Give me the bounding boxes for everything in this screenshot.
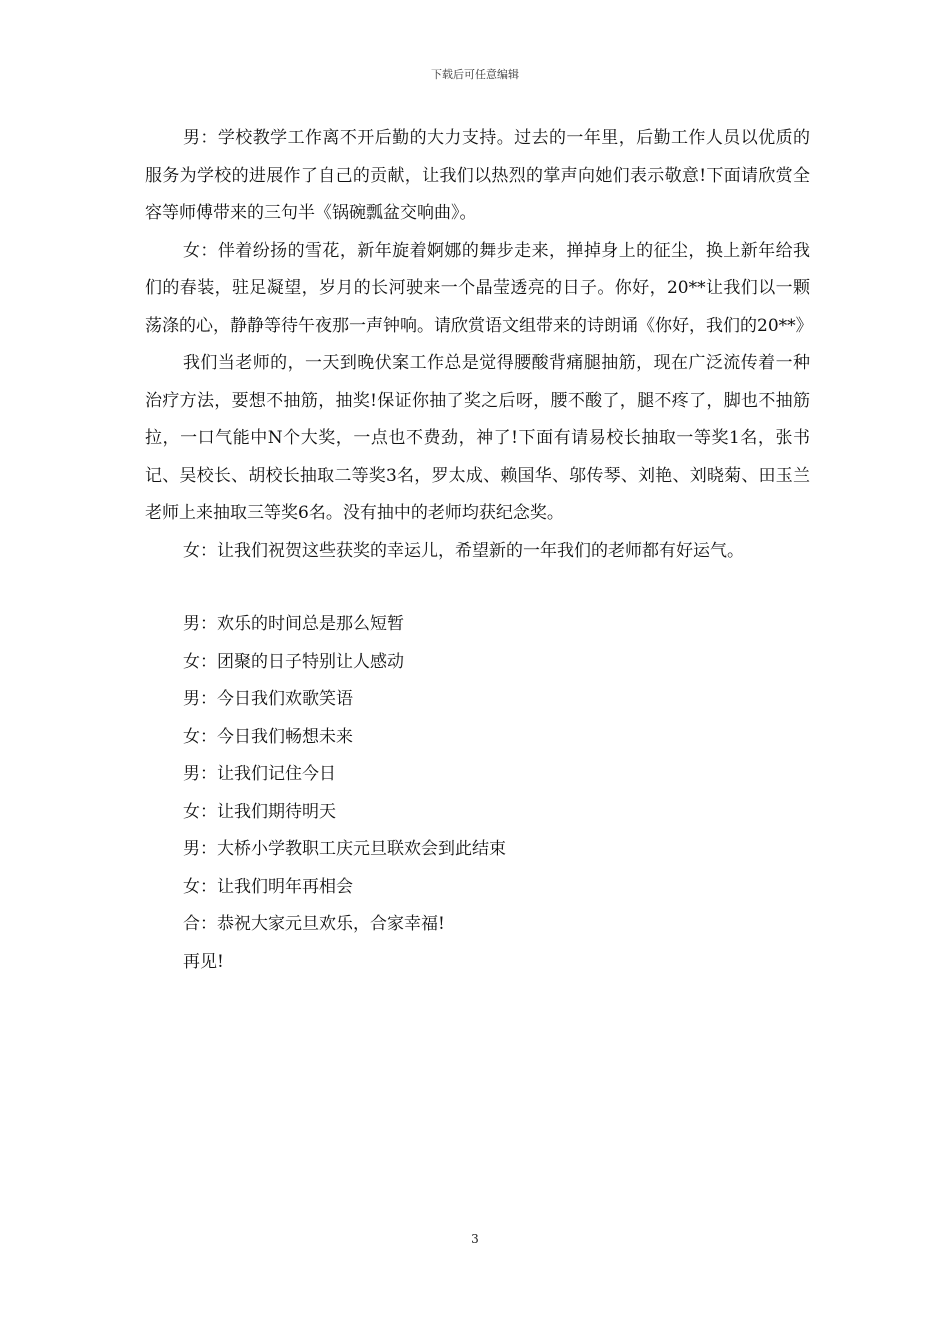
closing-line: 女：让我们期待明天	[183, 801, 336, 822]
header-note: 下载后可任意编辑	[431, 68, 519, 81]
closing-line: 男：欢乐的时间总是那么短暂	[183, 614, 404, 634]
page-number: 3	[471, 1232, 479, 1246]
closing-line: 男：大桥小学教职工庆元旦联欢会到此结束	[183, 839, 506, 859]
closing-line: 再见!	[183, 951, 224, 972]
closing-line: 女：团聚的日子特别让人感动	[183, 651, 404, 672]
closing-line: 女：让我们明年再相会	[183, 876, 353, 897]
paragraph-lottery: 我们当老师的，一天到晚伏案工作总是觉得腰酸背痛腿抽筋，现在广泛流传着一种治疗方法，要想不抽筋，抽奖!保证你抽了奖之后呀，腰不酸了，腿不疼了，脚也不抽筋拉，一口气能中N个大奖，一点也不费劲，神了!下面有请易校长抽取一等奖1名，张书记、吴校长、胡校长抽取二等奖3名，罗太成、赖国华、邬传琴、刘艳、刘晓菊、田玉兰老师上来抽取三等奖6名。没有抽中的老师均获纪念奖。	[145, 353, 810, 523]
paragraph-congratulations: 女：让我们祝贺这些获奖的幸运儿，希望新的一年我们的老师都有好运气。	[183, 540, 744, 561]
closing-line: 女：今日我们畅想未来	[183, 726, 353, 747]
closing-line: 男：今日我们欢歌笑语	[183, 689, 353, 709]
paragraph-new-year: 女：伴着纷扬的雪花，新年旋着婀娜的舞步走来，掸掉身上的征尘，换上新年给我们的春装，驻足凝望，岁月的长河驶来一个晶莹透亮的日子。你好，20**让我们以一颗荡涤的心，静静等待午夜那一声钟响。请欣赏语文组带来的诗朗诵《你好，我们的20**》	[145, 240, 813, 336]
section-spacer	[145, 570, 810, 606]
document-body	[145, 120, 813, 981]
paragraph-logistics-thanks: 男：学校教学工作离不开后勤的大力支持。过去的一年里，后勤工作人员以优质的服务为学校的进展作了自己的贡献，让我们以热烈的掌声向她们表示敬意!下面请欣赏全容等师傅带来的三句半《锅碗瓢盆交响曲》。	[145, 128, 810, 223]
closing-line: 合：恭祝大家元旦欢乐，合家幸福!	[183, 914, 445, 934]
closing-line: 男：让我们记住今日	[183, 764, 336, 784]
